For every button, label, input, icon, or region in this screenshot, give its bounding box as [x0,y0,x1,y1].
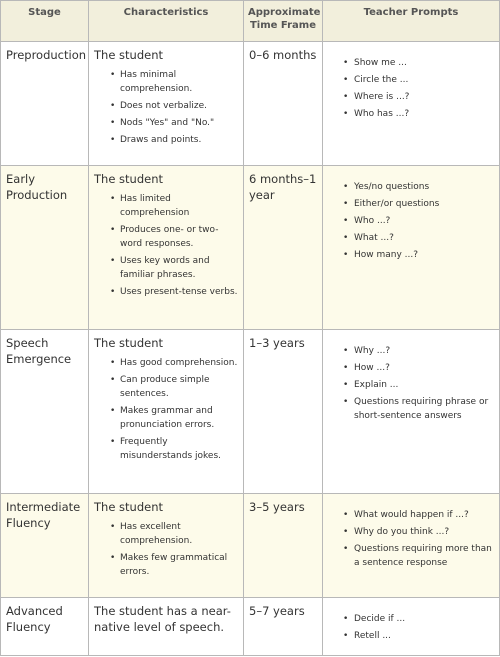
prompts-list [328,344,494,423]
list-item: • Has minimal comprehension. [94,68,238,96]
list-item: • Show me ... [328,56,494,70]
table-row [1,166,500,330]
list-item: • Why ...? [328,344,494,358]
list-item: • What would happen if ...? [328,508,494,522]
header-row [1,1,500,42]
prompts-cell [323,330,500,494]
time-frame-cell: 3–5 years [244,494,323,598]
list-item: • Questions requiring more than a sentence response [328,542,494,570]
list-item: • Nods "Yes" and "No." [94,116,238,130]
list-item: • Circle the ... [328,73,494,87]
stage-cell: Intermediate Fluency [1,494,89,598]
prompts-list [328,180,494,262]
list-item: • Makes few grammatical errors. [94,551,238,579]
header-time-frame: Approximate Time Frame [244,1,323,42]
characteristics-list [94,68,238,147]
prompts-list [328,612,494,643]
characteristics-list [94,192,238,299]
prompts-list [328,56,494,121]
header-teacher-prompts: Teacher Prompts [323,1,500,42]
prompts-cell [323,166,500,330]
list-item: • Has excellent comprehension. [94,520,238,548]
list-item: • Frequently misunderstands jokes. [94,435,238,463]
header-characteristics: Characteristics [89,1,244,42]
characteristics-lead: The student [94,172,164,186]
stage-cell: Preproduction [1,42,89,166]
list-item: • Has limited comprehension [94,192,238,220]
stage-cell: Early Production [1,166,89,330]
characteristics-lead: The student [94,336,164,350]
list-item: • Decide if ... [328,612,494,626]
table-row [1,494,500,598]
list-item: • Uses present-tense verbs. [94,285,238,299]
time-frame-cell: 0–6 months [244,42,323,166]
characteristics-cell [89,166,244,330]
list-item: • Where is ...? [328,90,494,104]
characteristics-lead: The student [94,48,164,62]
list-item: • Does not verbalize. [94,99,238,113]
characteristics-cell [89,330,244,494]
time-frame-cell: 1–3 years [244,330,323,494]
prompts-cell [323,42,500,166]
list-item: • Retell ... [328,629,494,643]
list-item: • Produces one- or two-word responses. [94,223,238,251]
table-row [1,330,500,494]
list-item: • How ...? [328,361,494,375]
characteristics-cell [89,598,244,656]
list-item: • Who has ...? [328,107,494,121]
time-frame-cell: 6 months–1 year [244,166,323,330]
table-row [1,598,500,656]
list-item: • Questions requiring phrase or short-sentence answers [328,395,494,423]
list-item: • Draws and points. [94,133,238,147]
characteristics-lead: The student [94,500,164,514]
list-item: • Who ...? [328,214,494,228]
characteristics-list [94,356,238,463]
prompts-cell [323,494,500,598]
list-item: • Can produce simple sentences. [94,373,238,401]
list-item: • Why do you think ...? [328,525,494,539]
list-item: • Either/or questions [328,197,494,211]
list-item: • Uses key words and familiar phrases. [94,254,238,282]
stage-cell: Speech Emergence [1,330,89,494]
characteristics-list [94,520,238,579]
list-item: • What ...? [328,231,494,245]
stage-cell: Advanced Fluency [1,598,89,656]
characteristics-lead: The student has a near-native level of speech. [94,604,231,634]
list-item: • Explain ... [328,378,494,392]
characteristics-cell [89,42,244,166]
prompts-list [328,508,494,570]
characteristics-cell [89,494,244,598]
list-item: • How many ...? [328,248,494,262]
list-item: • Makes grammar and pronunciation errors. [94,404,238,432]
time-frame-cell: 5–7 years [244,598,323,656]
list-item: • Yes/no questions [328,180,494,194]
prompts-cell [323,598,500,656]
list-item: • Has good comprehension. [94,356,238,370]
header-stage: Stage [1,1,89,42]
table-row [1,42,500,166]
